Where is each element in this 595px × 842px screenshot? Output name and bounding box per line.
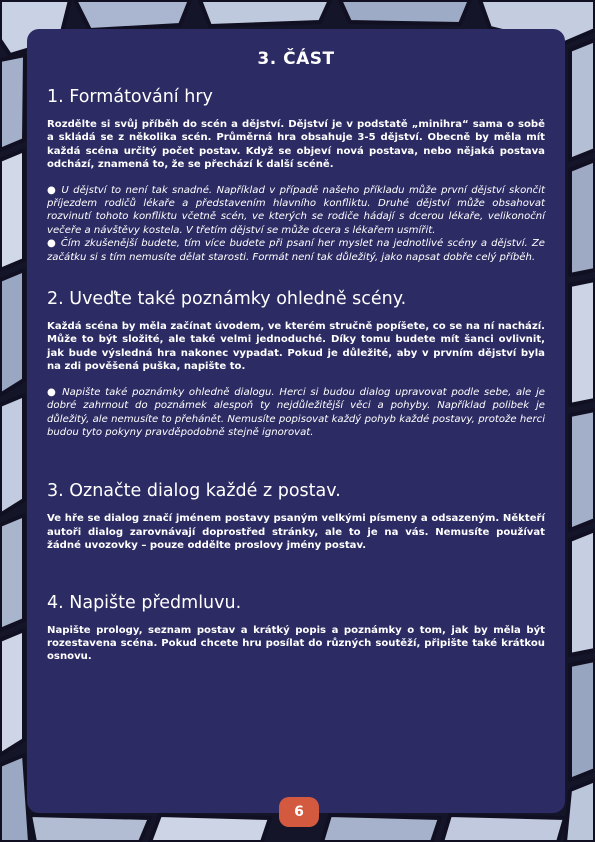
bullet-icon: ●: [47, 184, 57, 196]
section-scene-notes: [47, 289, 545, 439]
section-dialogue: [47, 481, 545, 552]
section-heading: 1. Formátování hry: [47, 87, 213, 107]
content-panel: [27, 29, 565, 813]
bullet-text: U dějství to není tak snadné. Například v případě našeho příkladu může první dějství skončit příjezdem rodičů lékaře a představením hlavního konfliktu. Druhé dějství může obsahovat rozvinutí tohoto konfliktu včetně scén, ve kterých se rodiče hádají s dcerou lékaře, velikonoční večeře a návštěvy kostela. V třetím dějství se může dcera s lékařem usmířit.: [47, 184, 545, 236]
section-formatting: [47, 87, 545, 264]
section-lead: Ve hře se dialog značí jménem postavy psaným velkými písmeny a odsazeným. Někteří autoři dialog zarovnávají doprostřed stránky, ale to je na vás. Nemusíte používat žádné uvozovky – pouze oddělte proslovy jmény postav.: [47, 513, 545, 552]
bullet-item: [47, 386, 545, 440]
section-heading: 2. Uveďte také poznámky ohledně scény.: [47, 289, 407, 310]
bullet-text: Napište také poznámky ohledně dialogu. Herci si budou dialog upravovat podle sebe, ale je dobré zahrnout do poznámek alespoň ty nejdůležitější věci a pohyby. Například polibek je důležitý, ale nemusíte to přehánět. Nemusíte popisovat každý pohyb každé postavy, protože herci budou tyto pokyny pravděpodobně stejně ignorovat.: [47, 386, 545, 438]
section-lead: Napište prology, seznam postav a krátký popis a poznámky o tom, jak by měla být rozestavena scéna. Pokud chcete hru posílat do různých soutěží, připište také krátkou osnovu.: [47, 624, 545, 663]
bullet-icon: ●: [47, 386, 58, 398]
bullet-item: [47, 184, 545, 238]
section-heading: 3. Označte dialog každé z postav.: [47, 481, 341, 502]
section-lead: Každá scéna by měla začínat úvodem, ve kterém stručně popíšete, co se na ní nachází. Může to být složité, ale také velmi jednoduché. Díky tomu budete mít šanci ovlivnit, jak bude výsledná hra nakonec vypadat. Pokud je důležité, aby v prvním dějství byla na zdi pověšená puška, napište to.: [47, 321, 545, 373]
bullet-icon: ●: [47, 238, 57, 250]
part-title: 3. ČÁST: [257, 49, 335, 69]
page-number-badge: 6: [279, 797, 319, 827]
section-preface: [47, 593, 545, 664]
bullet-item: [47, 237, 545, 264]
section-lead: Rozdělte si svůj příběh do scén a dějství. Dějství je v podstatě „minihra“ sama o sobě a skládá se z několika scén. Průměrná hra obsahuje 3-5 dějství. Obecně by měla mít každá scéna určitý počet postav. Když se objeví nová postava, nebo nějaká postava odchází, znamená to, že se přechází k další scéně.: [47, 119, 545, 171]
section-heading: 4. Napište předmluvu.: [47, 592, 242, 613]
bullet-text: Čím zkušenější budete, tím více budete při psaní her myslet na jednotlivé scény a dějství. Ze začátku si s tím nemusíte dělat starosti. Formát není tak důležitý, jako napsat dobře celý příběh.: [47, 238, 545, 263]
